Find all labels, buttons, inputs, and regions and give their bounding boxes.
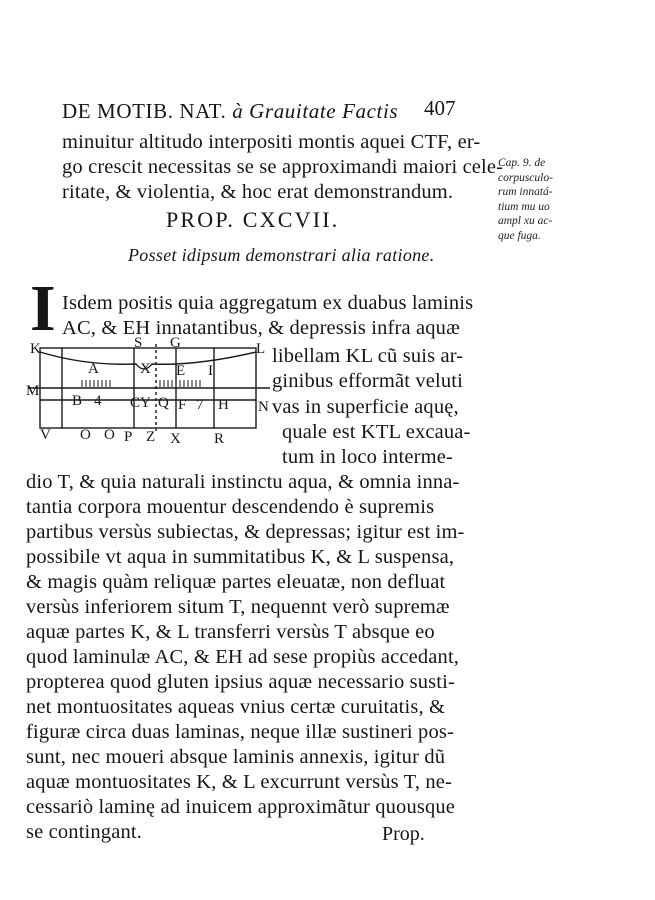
label-l: L <box>256 341 266 357</box>
text-line: tantia corpora mouentur descendendo è supremis <box>26 496 435 518</box>
label-z: Z <box>146 429 156 445</box>
margin-note-line: tium mu uo <box>498 200 550 213</box>
label-o: O <box>80 427 91 443</box>
text-line: minuitur altitudo interpositi montis aquei CTF, er- <box>62 131 481 153</box>
label-q: Q <box>158 395 169 411</box>
label-n: N <box>258 399 269 415</box>
running-head <box>62 99 482 124</box>
laminae-figure <box>26 336 270 448</box>
text-line: se contingant. <box>26 821 142 843</box>
margin-note <box>498 156 584 243</box>
text-line: quod laminulæ AC, & EH ad sese propiùs accedant, <box>26 646 460 668</box>
label-k: K <box>30 341 41 357</box>
label-g: G <box>170 335 181 351</box>
text-line: vas in superficie aquę, <box>272 396 459 418</box>
label-r: R <box>214 431 225 447</box>
text-line: dio T, & quia naturali instinctu aqua, & omnia inna- <box>26 471 460 493</box>
margin-note-line: Cap. 9. de <box>498 157 546 169</box>
proposition-heading: PROP. CXCVII. <box>166 207 340 232</box>
text-line: Isdem positis quia aggregatum ex duabus laminis <box>62 292 474 314</box>
label-p: P <box>124 429 133 445</box>
text-line: partibus versùs subiectas, & depressas; igitur est im- <box>26 521 465 543</box>
text-line: AC, & EH innatantibus, & depressis infra aquæ <box>62 317 460 339</box>
text-line: ritate, & violentia, & hoc erat demonstrandum. <box>62 181 454 203</box>
label-e: E <box>176 363 186 379</box>
drop-cap: I <box>30 272 56 345</box>
text-line: versùs inferiorem situm T, nequennt verò supremæ <box>26 596 450 618</box>
label-o: O <box>104 427 115 443</box>
text-line: aquæ partes K, & L transferri versùs T absque eo <box>26 621 435 643</box>
running-head-title: DE MOTIB. NAT. <box>62 99 227 123</box>
label-m: M <box>26 383 40 399</box>
label-h: H <box>218 397 229 413</box>
label-x: X <box>140 361 151 377</box>
catchword: Prop. <box>382 823 425 845</box>
page-number: 407 <box>424 96 456 120</box>
label-4: 4 <box>94 393 102 409</box>
text-line: tum in loco interme- <box>282 446 453 468</box>
label-i: I <box>208 363 213 379</box>
label-a: A <box>88 361 99 377</box>
label-cy: CY <box>130 395 151 411</box>
text-line: ginibus efformãt veluti <box>272 370 463 392</box>
label-7: 7 <box>196 397 204 413</box>
proposition-subtitle: Posset idipsum demonstrari alia ratione. <box>128 245 435 265</box>
text-line: propterea quod gluten ipsius aquæ necessario susti- <box>26 671 455 693</box>
text-line: quale est KTL excaua- <box>282 421 471 443</box>
label-x: X <box>170 431 181 447</box>
margin-note-line: ampl xu ac- <box>498 215 553 227</box>
text-line: possibile vt aqua in summitatibus K, & L suspensa, <box>26 546 455 568</box>
text-line: figuræ circa duas laminas, neque illæ sustineri pos- <box>26 721 454 743</box>
running-head-subtitle: à Grauitate Factis <box>232 99 399 123</box>
text-line: go crescit necessitas se se approximandi maiori cele- <box>62 156 504 178</box>
text-line: net montuositates aqueas vnius certæ curuitatis, & <box>26 696 446 718</box>
text-line: & magis quàm reliquæ partes eleuatæ, non defluat <box>26 571 446 593</box>
label-v: V <box>40 427 51 443</box>
text-line: cessariò laminę ad inuicem approximãtur quousque <box>26 796 456 818</box>
text-line: sunt, nec moueri absque laminis annexis, igitur dũ <box>26 746 446 768</box>
margin-note-line: que fuga. <box>498 229 541 242</box>
label-f: F <box>178 397 187 413</box>
label-s: S <box>134 335 143 351</box>
margin-note-line: rum innatá- <box>498 186 553 198</box>
text-line: aquæ montuositates K, & L excurrunt versùs T, ne- <box>26 771 452 793</box>
label-b: B <box>72 393 83 409</box>
text-line: libellam KL cũ suis ar- <box>272 345 464 367</box>
margin-note-line: corpusculo- <box>498 171 553 184</box>
